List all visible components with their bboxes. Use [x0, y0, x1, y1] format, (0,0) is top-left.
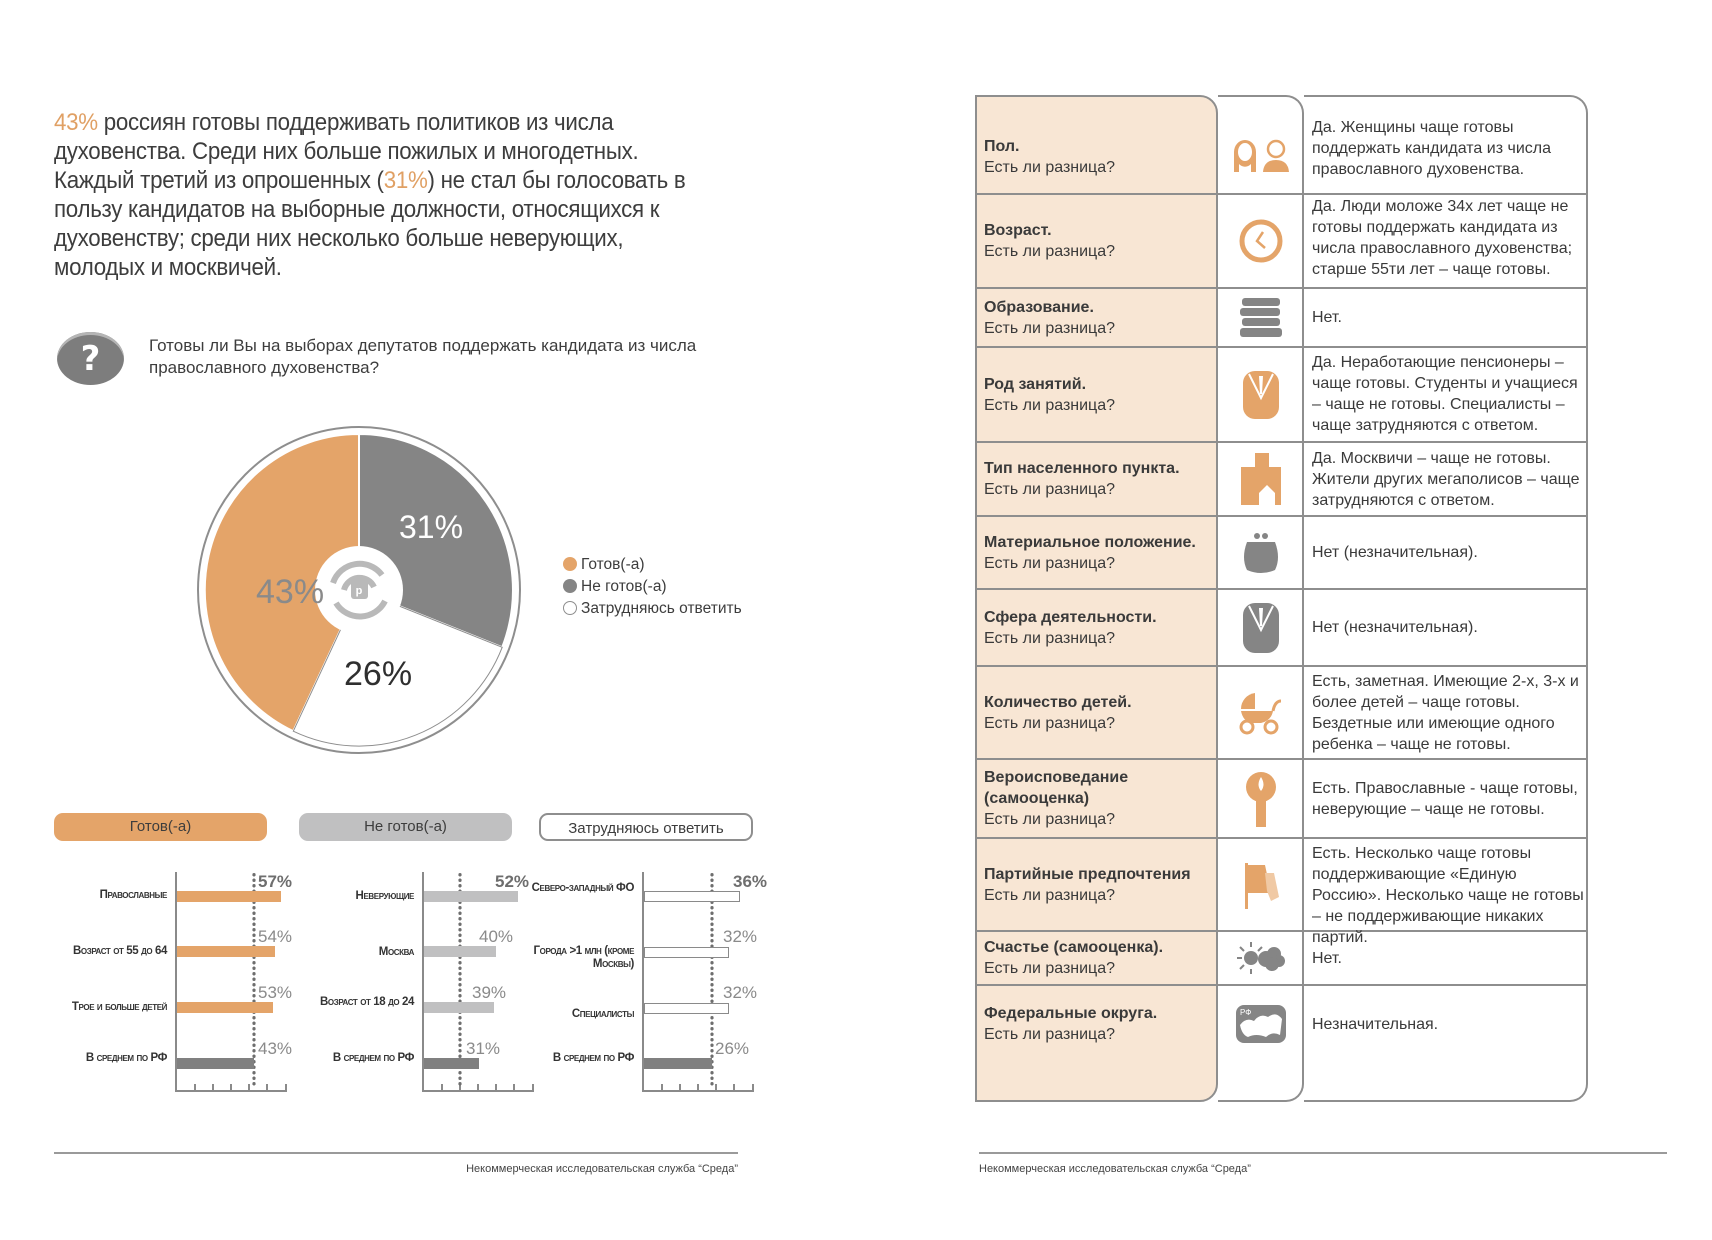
bar-average: [424, 1058, 479, 1069]
tick: [441, 1084, 443, 1091]
table-row-answer: Да. Люди моложе 34х лет чаще не готовы поддержать кандидата из числа православного духовенства; старше 55ти лет – чаще готовы.: [1312, 198, 1573, 278]
bar-ready: [177, 1002, 273, 1013]
bar-value: 43%: [258, 1039, 293, 1058]
table-row-question: Федеральные округа. Есть ли разница?: [984, 1005, 1158, 1043]
footer-divider: [979, 1152, 1667, 1154]
suit-icon: [1218, 590, 1304, 665]
russia-map-icon: [1218, 986, 1304, 1062]
bar-value: 54%: [258, 927, 293, 946]
bar-not-ready: [424, 1002, 494, 1013]
bar-ready: [177, 946, 275, 957]
table-row-question: Образование. Есть ли разница?: [984, 298, 1116, 337]
pie-label-ready: 43%: [256, 573, 325, 611]
bar-value: 53%: [258, 983, 293, 1002]
pill-not-ready: Не готов(-а): [299, 813, 512, 841]
table-row-answer: Нет.: [1312, 309, 1342, 326]
bar-value: 52%: [495, 872, 530, 891]
bar-label: Возраст от 55 до 64: [72, 945, 167, 957]
table-row-question: Тип населенного пункта. Есть ли разница?: [984, 460, 1180, 498]
legend-label-hard: Затрудняюсь ответить: [581, 600, 742, 617]
bar-label: Православные: [99, 889, 167, 901]
city-icon: [1218, 443, 1304, 515]
table-row-answer: Да. Неработающие пенсионеры – чаще готовы. Студенты и учащиеся – чаще не готовы. Специалисты – чаще затрудняются с ответом.: [1312, 354, 1578, 434]
tick: [661, 1084, 663, 1091]
table-row-answer: Есть. Несколько чаще готовы поддерживающие «Единую Россию». Несколько чаще не готовы – не поддерживающие никаких партий.: [1312, 845, 1584, 946]
footer-text-left: Некоммерческая исследовательская служба “Среда”: [466, 1163, 738, 1175]
legend-item-ready: [563, 556, 645, 574]
legend-dot-ready-icon: [563, 557, 577, 571]
bar-value: 40%: [479, 927, 514, 946]
bar-value: 26%: [715, 1039, 750, 1058]
highlight-percent-ready: 43%: [54, 109, 98, 136]
flag-icon: [1218, 839, 1304, 930]
bar-not-ready: [424, 891, 518, 902]
tick: [697, 1084, 699, 1091]
pie-label-hard: 26%: [344, 655, 413, 693]
bar-label: Специалисты: [571, 1008, 634, 1020]
pill-ready: Готов(-а): [54, 813, 267, 841]
table-row-answer: Да. Москвичи – чаще не готовы. Жители других мегаполисов – чаще затрудняются с ответом.: [1312, 450, 1580, 509]
pill-hard: Затрудняюсь ответить: [539, 813, 753, 841]
bar-ready: [177, 891, 281, 902]
table-row-question: Сфера деятельности. Есть ли разница?: [984, 608, 1157, 647]
table-row-question: Род занятий. Есть ли разница?: [984, 375, 1116, 414]
bar-label: В среднем по РФ: [85, 1052, 167, 1064]
legend-dot-not-ready-icon: [563, 579, 577, 593]
tick: [194, 1084, 196, 1091]
table-row-question: Вероисповедание (самооценка) Есть ли разница?: [984, 769, 1129, 828]
legend-label-ready: Готов(-а): [581, 556, 645, 573]
bar-value: 31%: [466, 1039, 501, 1058]
legend-label-not-ready: Не готов(-а): [581, 578, 667, 595]
bar-hard: [644, 891, 740, 902]
bar-label: Северо-западный ФО: [531, 882, 634, 894]
tick: [495, 1084, 497, 1091]
tick: [266, 1084, 268, 1091]
tick: [715, 1084, 717, 1091]
pie-chart: [196, 425, 522, 755]
legend-dot-hard-icon: [563, 601, 577, 615]
table-row-answer: Нет (незначительная).: [1312, 619, 1478, 636]
svg-text:p: p: [355, 585, 363, 597]
table-row-answer: Незначительная.: [1312, 1015, 1439, 1033]
tick: [248, 1084, 250, 1091]
table-row-question: Материальное положение. Есть ли разница?: [984, 533, 1196, 572]
bar-not-ready: [424, 946, 496, 957]
stroller-icon: [1218, 667, 1304, 758]
tick: [752, 1084, 754, 1091]
tick: [230, 1084, 232, 1091]
question-mark-icon: ?: [57, 332, 124, 385]
candle-icon: [1218, 760, 1304, 837]
bar-label: Неверующие: [355, 890, 414, 902]
tick: [513, 1084, 515, 1091]
tick: [212, 1084, 214, 1091]
bar-value: 32%: [723, 927, 758, 946]
table-row-question: Возраст. Есть ли разница?: [984, 222, 1116, 260]
bar-label: В среднем по РФ: [552, 1052, 634, 1064]
tick: [477, 1084, 479, 1091]
average-reference-line: [458, 872, 462, 1086]
man-woman-icon: [1218, 115, 1304, 193]
table-row-answer: Есть. Православные - чаще готовы, неверующие – чаще не готовы.: [1312, 779, 1578, 818]
intro-text-2: ) не стал бы голосовать в пользу кандидатов на выборные должности, относящихся к духовенству; среди них несколько больше неверующих, молодых и москвичей.: [54, 167, 686, 281]
table-row-question: Партийные предпочтения Есть ли разница?: [984, 865, 1191, 904]
intro-text-1: россиян готовы поддерживать политиков из числа духовенства. Среди них больше пожилых и многодетных. Каждый третий из опрошенных (: [54, 109, 639, 194]
highlight-percent-not-ready: 31%: [383, 167, 428, 194]
clock-icon: [1218, 195, 1304, 287]
sun-cloud-icon: [1218, 932, 1304, 984]
bar-value: 32%: [723, 983, 758, 1002]
bar-value: 39%: [472, 983, 507, 1002]
table-row-question: Счастье (самооценка). Есть ли разница?: [984, 939, 1164, 977]
legend-item-not-ready: [563, 578, 667, 596]
bar-value: 36%: [733, 872, 768, 891]
question-text: Готовы ли Вы на выборах депутатов поддержать кандидата из числа православного духовенства?: [149, 336, 697, 377]
footer-divider: [54, 1152, 738, 1154]
jacket-icon: [1218, 348, 1304, 441]
svg-text:РФ: РФ: [1240, 1008, 1252, 1017]
table-row-answer: Нет.: [1312, 949, 1342, 967]
bar-label: Трое и больше детей: [71, 1001, 167, 1013]
bar-average: [177, 1058, 254, 1069]
legend-item-hard: [563, 600, 742, 618]
average-reference-line: [710, 872, 714, 1086]
bar-label: Возраст от 18 до 24: [319, 996, 414, 1008]
tick: [679, 1084, 681, 1091]
bar-label: В среднем по РФ: [332, 1052, 414, 1064]
tick: [285, 1084, 287, 1091]
table-row-answer: Да. Женщины чаще готовы поддержать кандидата из числа православного духовенства.: [1312, 119, 1551, 178]
bar-hard: [644, 1003, 729, 1014]
table-row-question: Количество детей. Есть ли разница?: [984, 693, 1132, 732]
tick: [532, 1084, 534, 1091]
factors-table: [975, 95, 1588, 1102]
bar-average: [644, 1058, 712, 1069]
bar-value: 57%: [258, 872, 293, 891]
intro-paragraph: [54, 108, 705, 282]
books-icon: [1218, 289, 1304, 346]
footer-text-right: Некоммерческая исследовательская служба “Среда”: [979, 1163, 1251, 1175]
table-row-answer: Нет (незначительная).: [1312, 544, 1478, 561]
table-row-question: Пол. Есть ли разница?: [984, 138, 1116, 176]
pie-label-not-ready: 31%: [399, 509, 464, 545]
table-row-answer: Есть, заметная. Имеющие 2-х, 3-х и более детей – чаще готовы. Бездетные или имеющие одного ребенка – чаще не готовы.: [1312, 673, 1579, 753]
tick: [733, 1084, 735, 1091]
bar-label: Города >1 млн (кроме Москвы): [533, 945, 634, 970]
average-reference-line: [252, 872, 256, 1086]
purse-icon: [1218, 517, 1304, 588]
bar-hard: [644, 947, 729, 958]
bar-label: Москва: [378, 946, 414, 958]
